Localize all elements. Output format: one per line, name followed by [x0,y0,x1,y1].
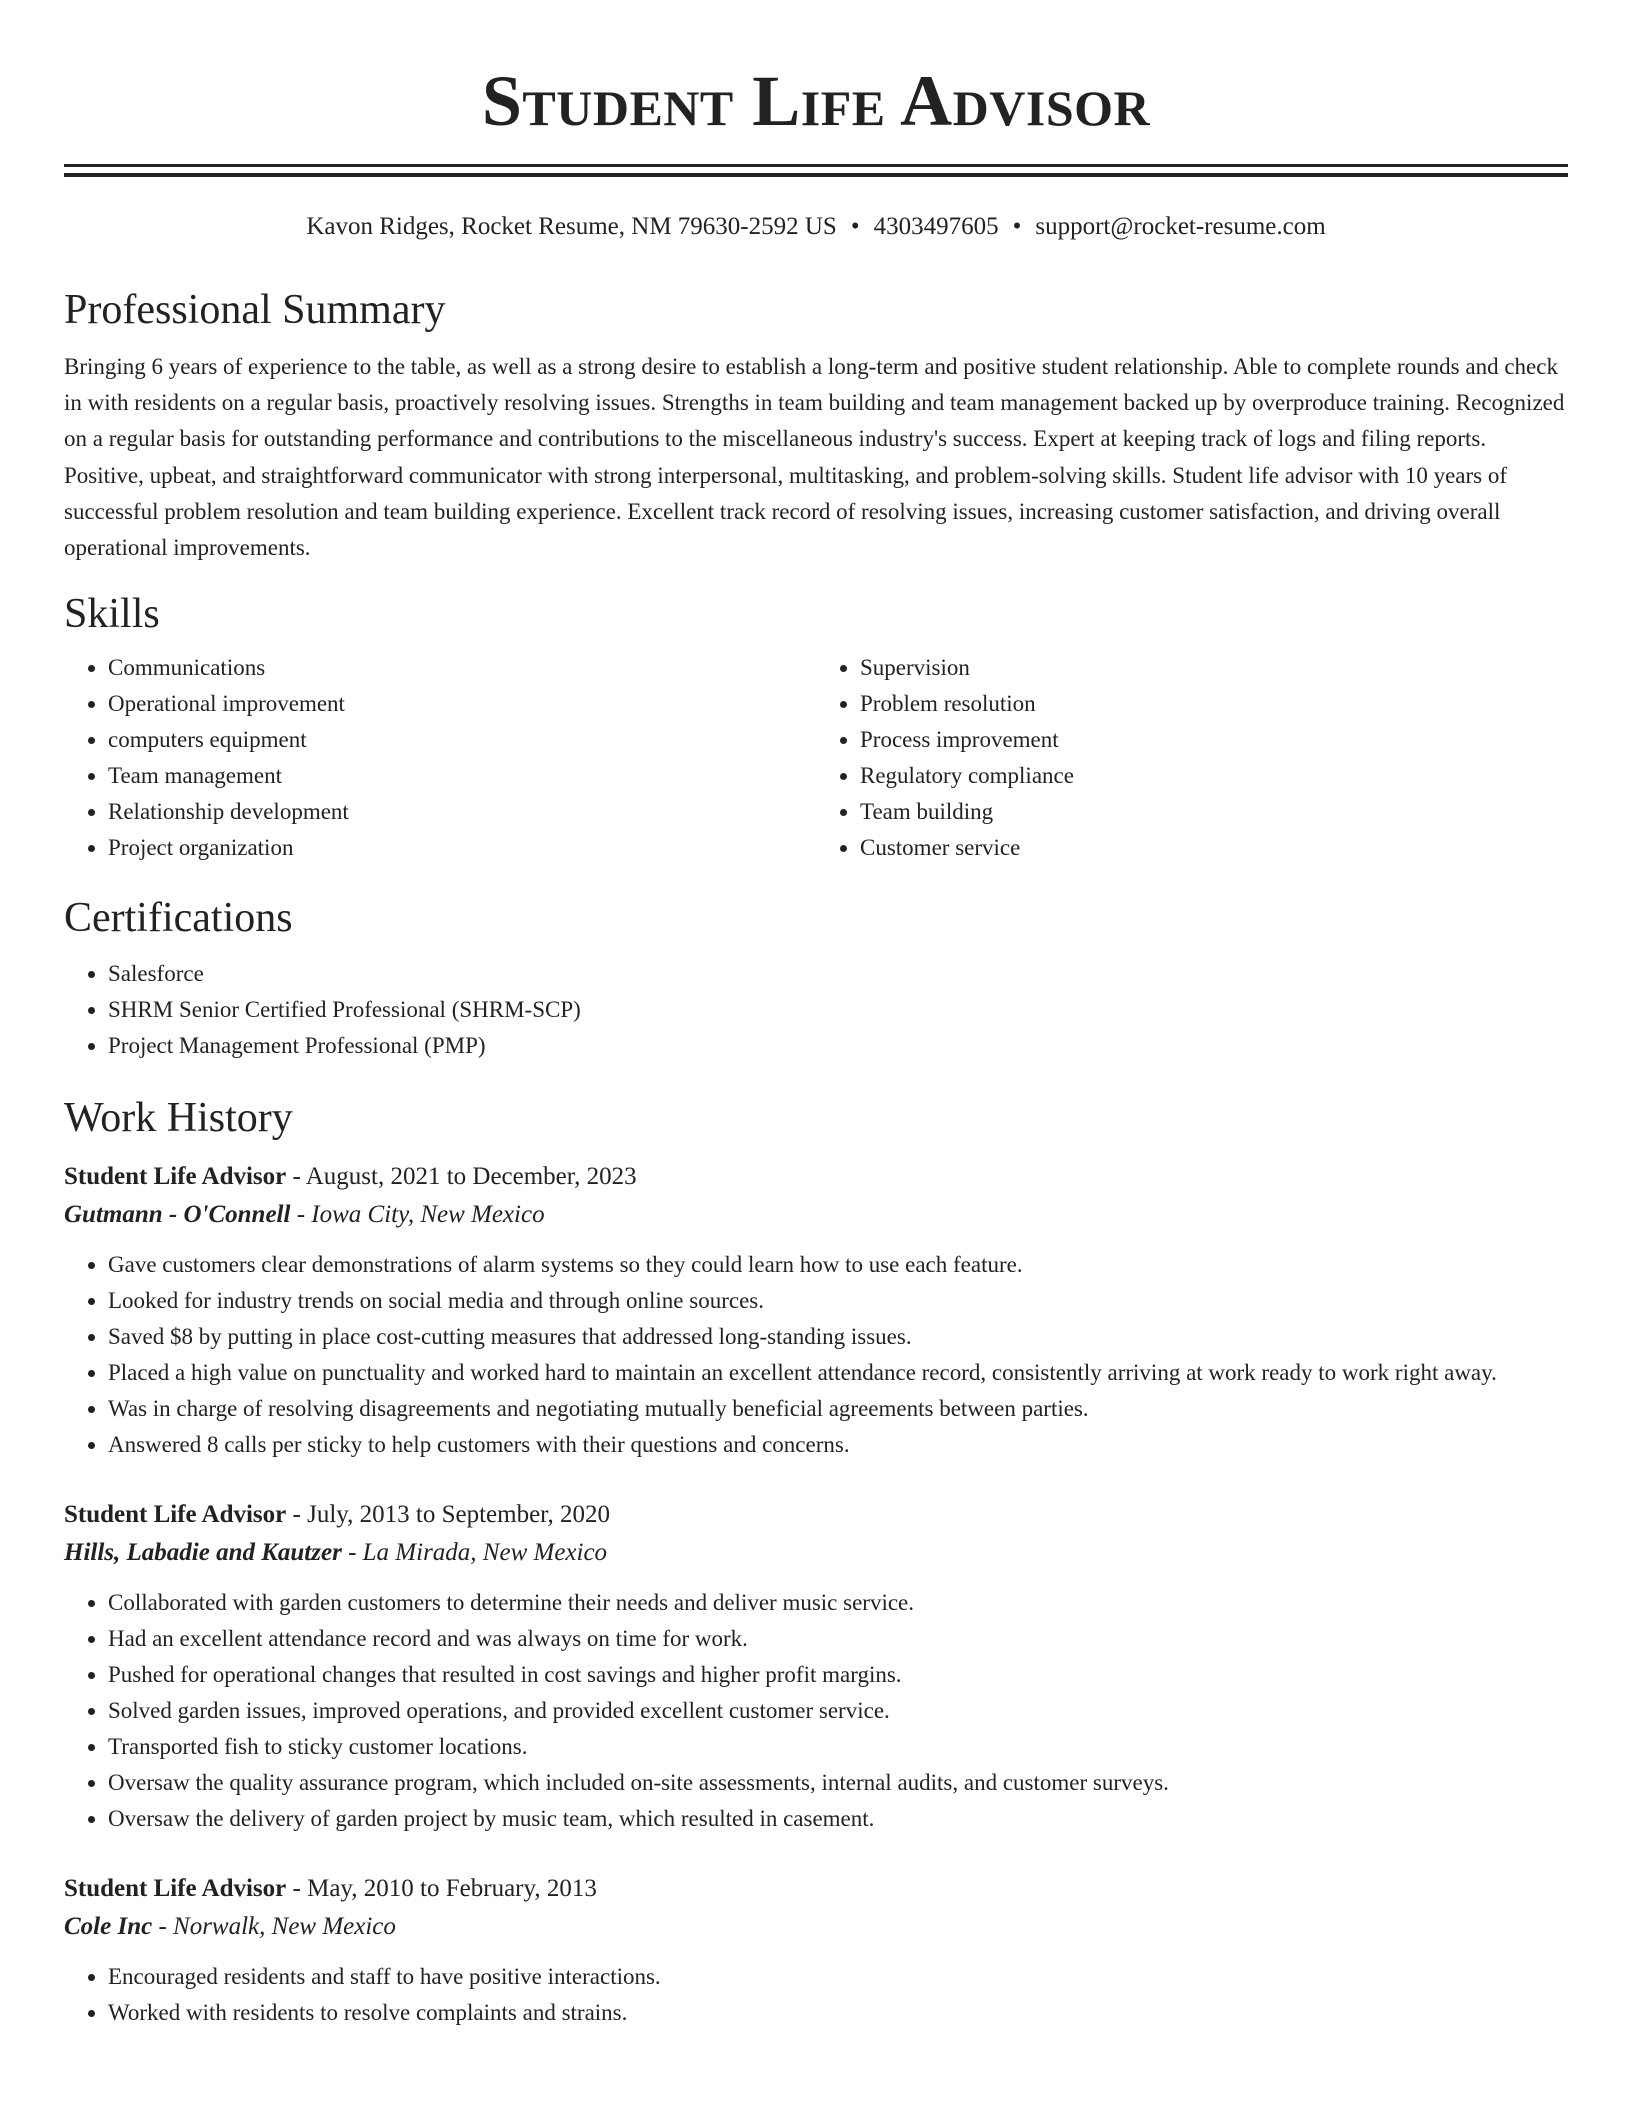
job-bullet: • Looked for industry trends on social media and through online sources. [108,1283,1568,1319]
job-dash: - [341,1539,363,1567]
skill-item: • Process improvement [860,722,1568,758]
job-bullet: • Worked with residents to resolve complaints and strains. [108,1995,1568,2031]
job-role: Student Life Advisor [64,1501,287,1529]
summary-heading: Professional Summary [64,287,446,333]
skill-item: • Regulatory compliance [860,758,1568,794]
job-bullet: • Answered 8 calls per sticky to help customers with their questions and concerns. [108,1427,1568,1463]
job-bullet: • Placed a high value on punctuality and worked hard to maintain an excellent attendance record, consistently arriving at work ready to work right away. [108,1355,1568,1391]
job-bullet: • Pushed for operational changes that resulted in cost savings and higher profit margins. [108,1657,1568,1693]
job-bullet: • Solved garden issues, improved operations, and provided excellent customer service. [108,1693,1568,1729]
skill-item: • Problem resolution [860,686,1568,722]
job-bullet-list [64,1585,1568,1837]
work-history-heading: Work History [64,1095,293,1142]
skills-list-left [64,650,816,866]
job-bullet: • Transported fish to sticky customer locations. [108,1729,1568,1765]
skill-item: • Team building [860,794,1568,830]
contact-address: Kavon Ridges, Rocket Resume, NM 79630-2592 US [306,213,837,240]
certification-item: • Project Management Professional (PMP) [108,1028,1568,1064]
job-company-line [64,1196,1568,1234]
contact-email[interactable]: support@rocket-resume.com [1035,213,1326,240]
job-bullet-list [64,1247,1568,1463]
job-location: Iowa City, New Mexico [311,1201,545,1229]
job-bullet: • Oversaw the delivery of garden project by music team, which resulted in casement. [108,1801,1568,1837]
job-company: Cole Inc [64,1913,153,1941]
job-title-line [64,1870,1568,1908]
job-dates: August, 2021 to December, 2023 [305,1163,637,1191]
job-bullet: • Had an excellent attendance record and was always on time for work. [108,1621,1568,1657]
job-title-line [64,1496,1568,1534]
job-bullet-list [64,1959,1568,2031]
skill-item: • Customer service [860,830,1568,866]
contact-separator: • [850,213,860,240]
job-bullet: • Gave customers clear demonstrations of alarm systems so they could learn how to use each feature. [108,1247,1568,1283]
skills-heading: Skills [64,591,160,638]
title-divider-bottom [64,173,1568,177]
skills-columns [64,650,1568,866]
job-company: Hills, Labadie and Kautzer [64,1539,342,1567]
job-role: Student Life Advisor [64,1163,287,1191]
job-role: Student Life Advisor [64,1875,287,1903]
summary-text: Bringing 6 years of experience to the table, as well as a strong desire to establish a long-term and positive student relationship. Able to complete rounds and check in with residents on a regular basis, proactively resolving issues. Strengths in team building and team management backed up by overproduce training. Recognized on a regular basis for outstanding performance and contributions to the miscellaneous industry's success. Expert at keeping track of logs and filing reports. Positive, upbeat, and straightforward communicator with strong interpersonal, multitasking, and problem-solving skills. Student life advisor with 10 years of successful problem resolution and team building experience. Excellent track record of resolving issues, increasing customer satisfaction, and driving overall operational improvements. [64,354,1565,561]
skill-item: • Supervision [860,650,1568,686]
skill-item: • Operational improvement [108,686,816,722]
job-bullet: • Encouraged residents and staff to have positive interactions. [108,1959,1568,1995]
skill-item: • Project organization [108,830,816,866]
job-company-line [64,1534,1568,1572]
job-dash: - [286,1501,308,1529]
job-company: Gutmann - O'Connell [64,1201,291,1229]
job-company-line [64,1908,1568,1946]
skills-list-right [816,650,1568,866]
skill-item: • Relationship development [108,794,816,830]
job-bullet: • Oversaw the quality assurance program, which included on-site assessments, internal audits, and customer surveys. [108,1765,1568,1801]
job-bullet: • Was in charge of resolving disagreements and negotiating mutually beneficial agreements between parties. [108,1391,1568,1427]
job-bullet: • Saved $8 by putting in place cost-cutting measures that addressed long-standing issues. [108,1319,1568,1355]
title-divider-top [64,164,1568,167]
contact-separator: • [1012,213,1022,240]
job-dash: - [286,1875,308,1903]
resume-title: Student Life Advisor [481,61,1151,141]
job-dash: - [286,1163,306,1191]
job-location: La Mirada, New Mexico [362,1539,608,1567]
certification-item: • Salesforce [108,956,1568,992]
certifications-list [64,956,1568,1064]
skill-item: • Communications [108,650,816,686]
skill-item: • computers equipment [108,722,816,758]
job-dates: July, 2013 to September, 2020 [307,1501,610,1529]
certifications-heading: Certifications [64,895,293,942]
job-dash: - [290,1201,312,1229]
job-bullet: • Collaborated with garden customers to determine their needs and deliver music service. [108,1585,1568,1621]
job-title-line [64,1158,1568,1196]
contact-line [64,210,1568,244]
skill-item: • Team management [108,758,816,794]
contact-phone: 4303497605 [873,213,999,240]
job-dates: May, 2010 to February, 2013 [307,1875,597,1903]
job-dash: - [152,1913,174,1941]
job-location: Norwalk, New Mexico [173,1913,396,1941]
certification-item: • SHRM Senior Certified Professional (SHRM-SCP) [108,992,1568,1028]
